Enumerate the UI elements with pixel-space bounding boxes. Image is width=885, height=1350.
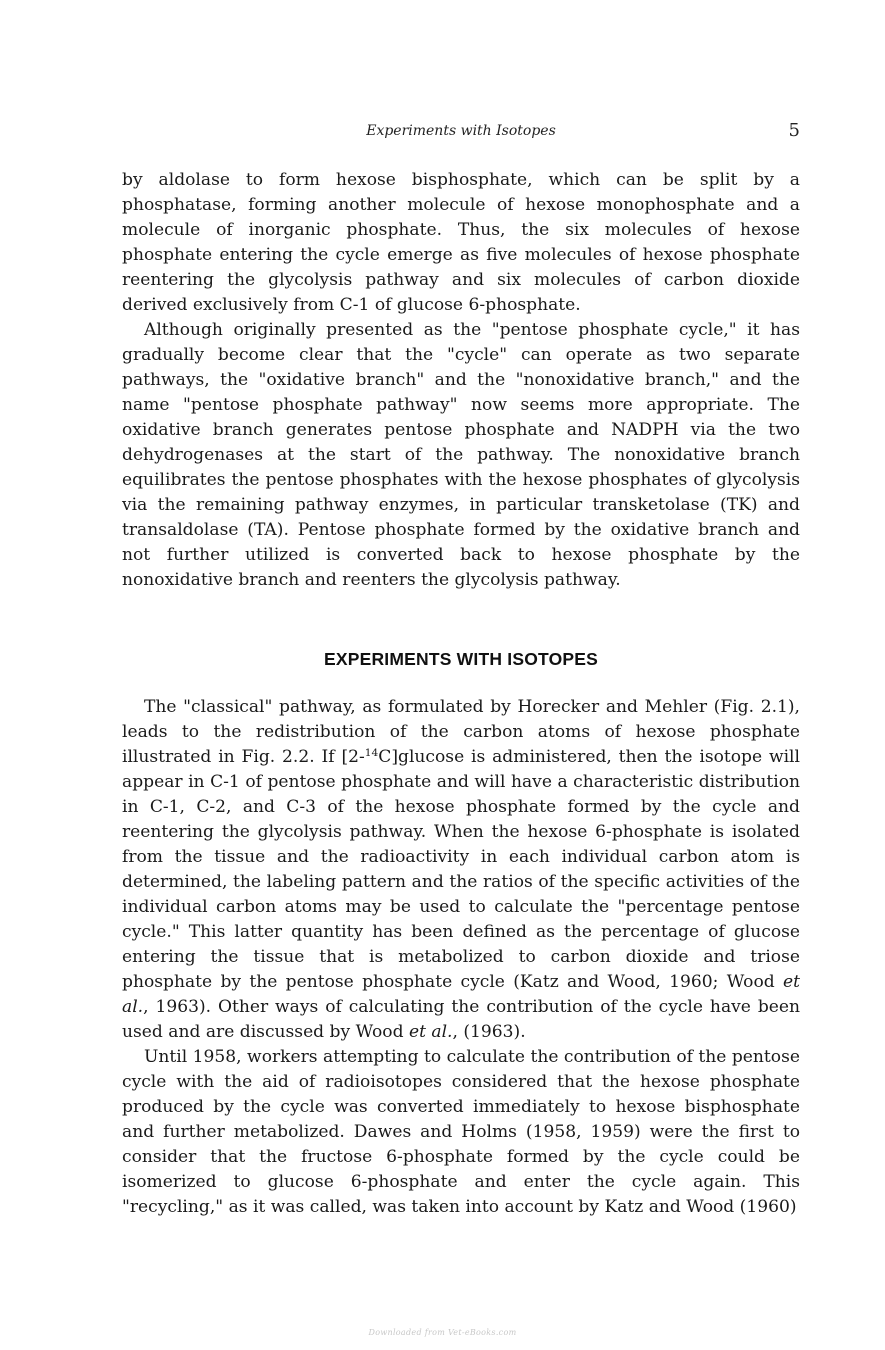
et-al-italic: et al.	[122, 972, 800, 1017]
running-head	[122, 118, 800, 144]
section-paragraph-1	[122, 695, 800, 1045]
intro-paragraph-1: by aldolase to form hexose bisphosphate, which can be split by a phosphatase, forming another molecule of hexose monophosphate and a molecule of inorganic phosphate. Thus, the six molecules of hexose phosphate entering the cycle emerge as five molecules of hexose phosphate reentering the glycolysis pathway and six molecules of carbon dioxide derived exclusively from C-1 of glucose 6-phosphate.	[122, 170, 800, 315]
intro-text-block	[122, 168, 800, 593]
p1-text-c: , 1963). Other ways of calculating the contribution of the cycle have been used and are discussed by Wood	[122, 997, 800, 1042]
intro-paragraph-2: Although originally presented as the "pentose phosphate cycle," it has gradually become clear that the "cycle" can operate as two separate pathways, the "oxidative branch" and the "nonoxidative branch," and the name "pentose phosphate pathway" now seems more appropriate. The oxidative branch generates pentose phosphate and NADPH via the two dehydrogenases at the start of the pathway. The nonoxidative branch equilibrates the pentose phosphates with the hexose phosphates of glycolysis via the remaining pathway enzymes, in particular transketolase (TK) and transaldolase (TA). Pentose phosphate formed by the oxidative branch and not further utilized is converted back to hexose phosphate by the nonoxidative branch and reenters the glycolysis pathway.	[122, 320, 800, 590]
section-heading: EXPERIMENTS WITH ISOTOPES	[323, 649, 599, 669]
p1-text-a: The "classical" pathway, as formulated by Horecker and Mehler (Fig. 2.1), leads to the redistribution of the carbon atoms of hexose phosphate illustrated in Fig. 2.2. If [2-	[122, 697, 800, 767]
p1-text-d: , (1963).	[452, 1022, 526, 1042]
isotope-superscript: 14	[364, 747, 379, 760]
p1-text-b: C]glucose is administered, then the isotope will appear in C-1 of pentose phosphate and will have a characteristic distribution in C-1, C-2, and C-3 of the hexose phosphate formed by the cycle and reentering the glycolysis pathway. When the hexose 6-phosphate is isolated from the tissue and the radioactivity in each individual carbon atom is determined, the labeling pattern and the ratios of the specific activities of the individual carbon atoms may be used to calculate the "percentage pentose cycle." This latter quantity has been defined as the percentage of glucose entering the tissue that is metabolized to carbon dioxide and triose phosphate by the pentose phosphate cycle (Katz and Wood, 1960; Wood	[122, 747, 800, 992]
download-watermark: Downloaded from Vet-eBooks.com	[368, 1328, 517, 1337]
et-al-italic: et al.	[408, 1022, 453, 1042]
running-title: Experiments with Isotopes	[366, 123, 556, 139]
section-text-block	[122, 695, 800, 1220]
page-number: 5	[788, 120, 800, 141]
section-paragraph-2: Until 1958, workers attempting to calculate the contribution of the pentose cycle with the aid of radioisotopes considered that the hexose phosphate produced by the cycle was converted immediately to hexose bisphosphate and further metabolized. Dawes and Holms (1958, 1959) were the first to consider that the fructose 6-phosphate formed by the cycle could be isomerized to glucose 6-phosphate and enter the cycle again. This "recycling," as it was called, was taken into account by Katz and Wood (1960)	[122, 1047, 800, 1217]
